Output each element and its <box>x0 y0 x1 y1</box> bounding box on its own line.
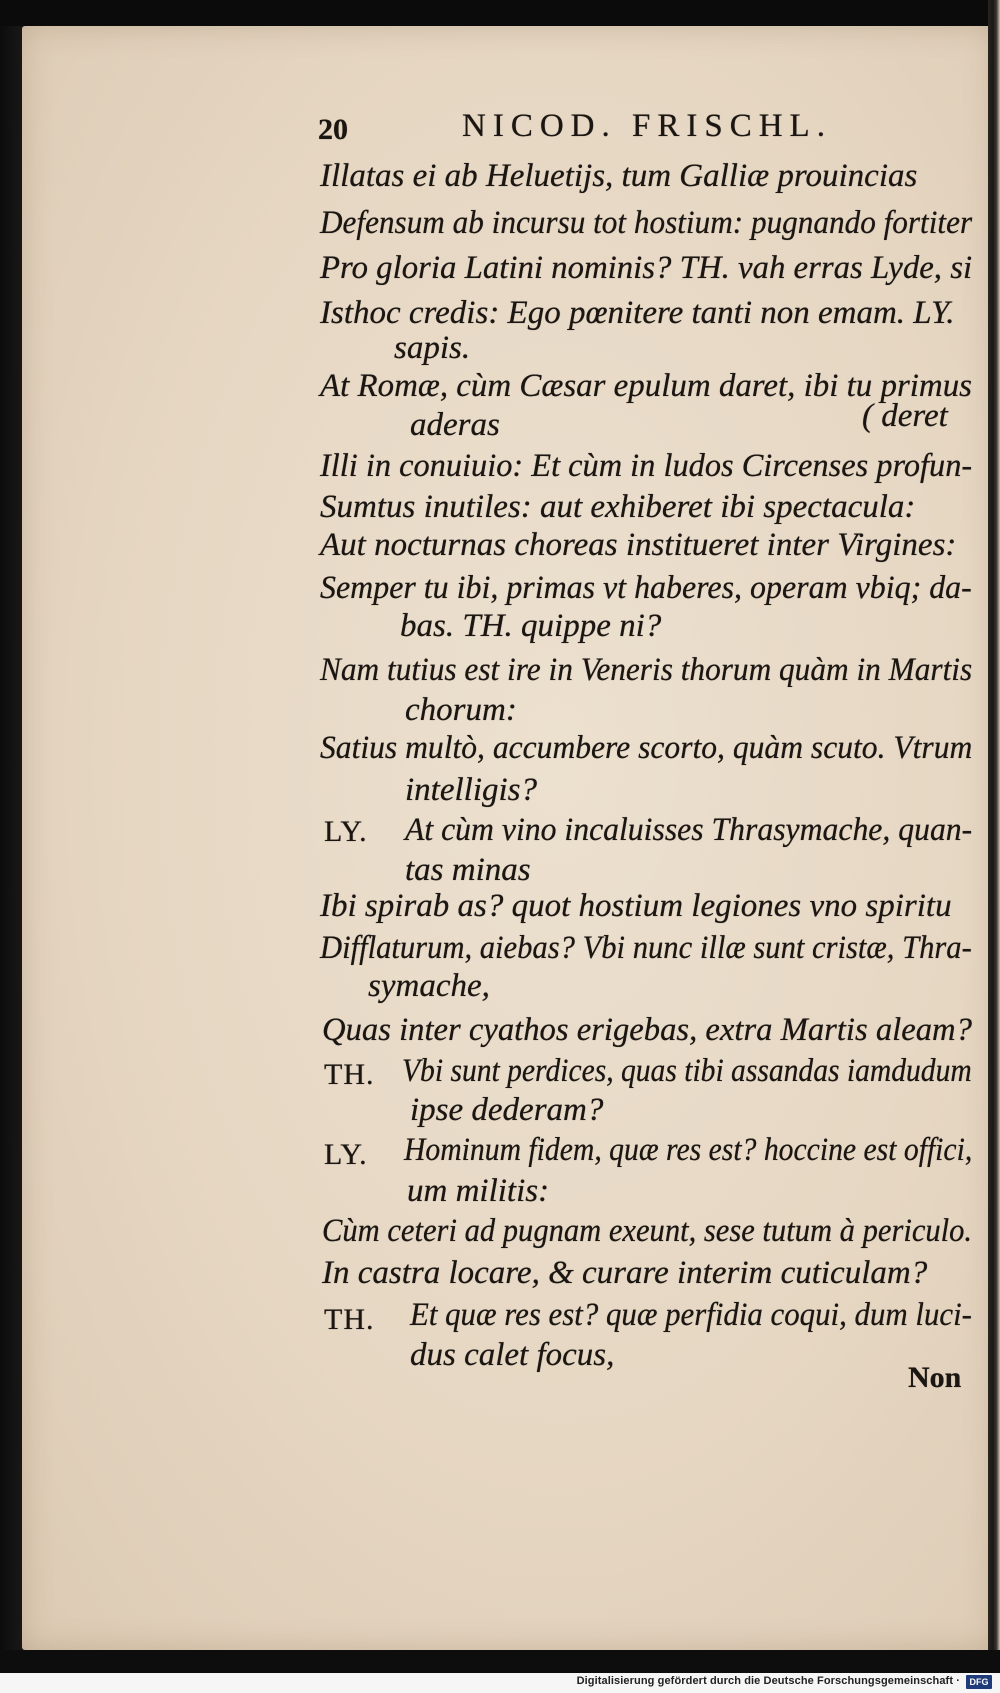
speaker-label: TH. <box>324 1058 375 1091</box>
catchword: Non <box>908 1361 962 1394</box>
verse-line-continuation: bas. TH. quippe ni? <box>400 608 662 644</box>
speaker-label: TH. <box>324 1303 375 1336</box>
speaker-label: LY. <box>324 815 368 848</box>
dfg-logo-icon: DFG <box>966 1675 992 1689</box>
verse-line: Vbi sunt perdices, quas tibi assandas iamdudum <box>402 1053 972 1089</box>
verse-line: In castra locare, & curare interim cuticulam? <box>322 1255 928 1291</box>
scan-top-edge <box>0 0 1000 26</box>
verse-line-continuation: um militis: <box>407 1173 550 1209</box>
verse-line: Defensum ab incursu tot hostium: pugnando fortiter <box>320 205 973 241</box>
verse-line: Semper tu ibi, primas vt haberes, operam vbiq; da- <box>320 570 972 606</box>
verse-line-continuation: aderas <box>410 407 500 443</box>
verse-line: Nam tutius est ire in Veneris thorum quàm in Martis <box>320 652 973 688</box>
verse-line: Satius multò, accumbere scorto, quàm scuto. Vtrum <box>320 730 973 766</box>
dfg-credit-text: Digitalisierung gefördert durch die Deutsche Forschungsgemeinschaft · <box>576 1675 960 1687</box>
verse-line: Sumtus inutiles: aut exhiberet ibi spectacula: <box>320 489 916 525</box>
verse-line: Illi in conuiuio: Et cùm in ludos Circenses profun- <box>320 448 973 484</box>
page-number: 20 <box>318 113 348 146</box>
verse-line-continuation: intelligis? <box>405 772 537 808</box>
verse-line: At Romæ, cùm Cæsar epulum daret, ibi tu primus <box>320 368 972 404</box>
verse-line: Et quæ res est? quæ perfidia coqui, dum luci- <box>410 1297 972 1333</box>
verse-line: Illatas ei ab Heluetijs, tum Galliæ prouincias <box>320 158 918 194</box>
verse-line-continuation: dus calet focus, <box>410 1337 615 1373</box>
verse-line-continuation: sapis. <box>394 330 471 366</box>
verse-line: Quas inter cyathos erigebas, extra Martis aleam? <box>322 1012 972 1048</box>
verse-line: Ibi spirab as? quot hostium legiones vno spiritu <box>320 888 952 924</box>
digitization-footer <box>0 1673 1000 1693</box>
verse-line: Pro gloria Latini nominis? TH. vah erras Lyde, si <box>320 250 973 286</box>
verse-line: At cùm vino incaluisses Thrasymache, quan- <box>405 812 973 848</box>
running-head: NICOD. FRISCHL. <box>462 108 832 144</box>
scan-bottom-edge <box>0 1650 1000 1673</box>
verse-line: Cùm ceteri ad pugnam exeunt, sese tutum à periculo. <box>322 1213 973 1249</box>
verse-line-turnover: ( deret <box>862 398 948 434</box>
verse-line: Difflaturum, aiebas? Vbi nunc illæ sunt cristæ, Thra- <box>320 930 972 966</box>
verse-line: Aut nocturnas choreas institueret inter Virgines: <box>320 527 957 563</box>
page-right-edge <box>988 0 1000 1650</box>
verse-line-continuation: ipse dederam? <box>410 1092 604 1128</box>
verse-line-continuation: symache, <box>368 968 490 1004</box>
verse-line: Hominum fidem, quæ res est? hoccine est offici, <box>404 1132 973 1168</box>
speaker-label: LY. <box>324 1138 368 1171</box>
verse-line-continuation: chorum: <box>405 692 517 728</box>
verse-line-continuation: tas minas <box>405 852 531 888</box>
verse-line: Isthoc credis: Ego pœnitere tanti non emam. LY. <box>320 295 955 331</box>
